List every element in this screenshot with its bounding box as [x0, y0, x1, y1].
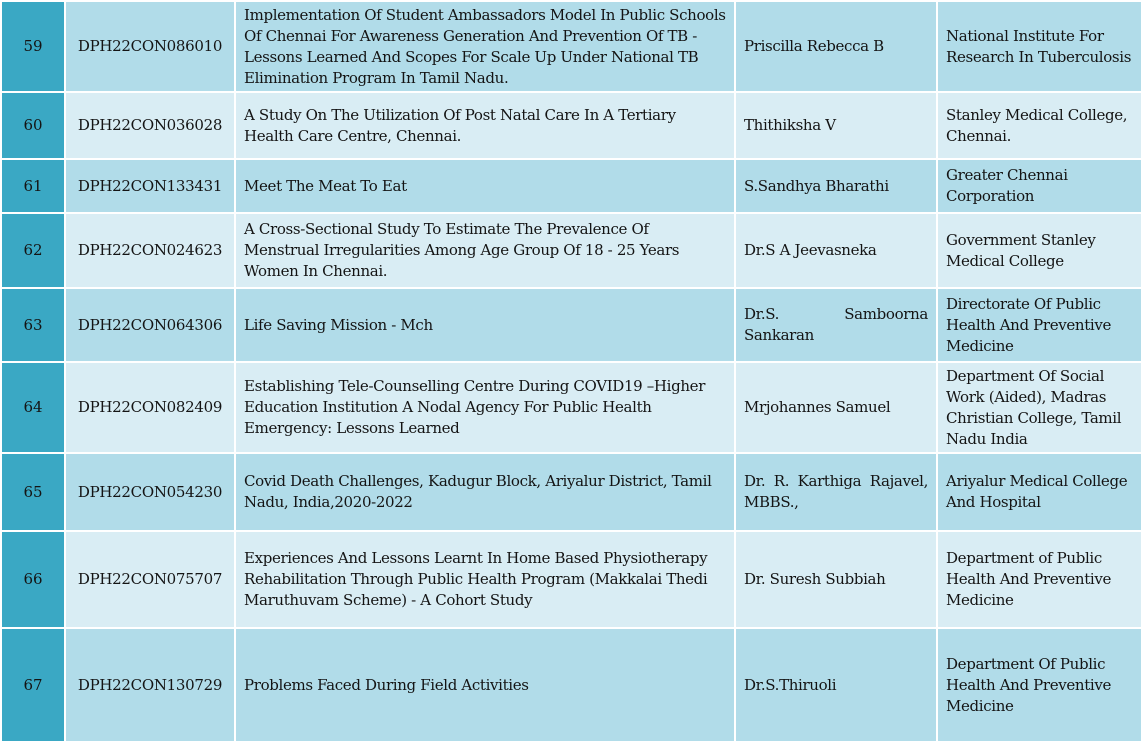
author-name: Mrjohannes Samuel	[736, 363, 938, 454]
row-number: 64	[2, 363, 66, 454]
abstract-title: Establishing Tele-Counselling Centre During COVID19 –Higher Education Institution A Nodal Agency For Public Health Emergency: Lessons Learned	[236, 363, 736, 454]
institution: Directorate Of Public Health And Preventive Medicine	[938, 289, 1141, 363]
author-name: Dr. R. Karthiga Rajavel, MBBS.,	[736, 454, 938, 532]
abstract-title: Life Saving Mission - Mch	[236, 289, 736, 363]
table-row	[2, 160, 1141, 214]
abstract-title: Implementation Of Student Ambassadors Model In Public Schools Of Chennai For Awareness Generation And Prevention Of TB - Lessons Learned And Scopes For Scale Up Under National TB Elimination Program In Tamil Nadu.	[236, 2, 736, 93]
row-number: 63	[2, 289, 66, 363]
abstract-id: DPH22CON086010	[66, 2, 236, 93]
row-number: 62	[2, 214, 66, 289]
institution: Department Of Public Health And Preventive Medicine	[938, 629, 1141, 741]
abstract-title: Problems Faced During Field Activities	[236, 629, 736, 741]
author-name: Thithiksha V	[736, 93, 938, 160]
row-number: 61	[2, 160, 66, 214]
author-name: Dr. Suresh Subbiah	[736, 532, 938, 629]
institution: National Institute For Research In Tuberculosis	[938, 2, 1141, 93]
table-row	[2, 289, 1141, 363]
institution: Greater Chennai Corporation	[938, 160, 1141, 214]
row-number: 60	[2, 93, 66, 160]
table-row	[2, 532, 1141, 629]
table-row	[2, 454, 1141, 532]
author-name: Priscilla Rebecca B	[736, 2, 938, 93]
abstract-id: DPH22CON075707	[66, 532, 236, 629]
table-row	[2, 363, 1141, 454]
abstract-id: DPH22CON082409	[66, 363, 236, 454]
institution: Ariyalur Medical College And Hospital	[938, 454, 1141, 532]
table-row	[2, 629, 1141, 741]
abstract-id: DPH22CON054230	[66, 454, 236, 532]
table-row	[2, 2, 1141, 93]
institution: Stanley Medical College, Chennai.	[938, 93, 1141, 160]
table-row	[2, 214, 1141, 289]
abstract-id: DPH22CON130729	[66, 629, 236, 741]
abstracts-table	[2, 2, 1141, 741]
author-name: Dr.S A Jeevasneka	[736, 214, 938, 289]
institution: Government Stanley Medical College	[938, 214, 1141, 289]
row-number: 59	[2, 2, 66, 93]
abstract-id: DPH22CON064306	[66, 289, 236, 363]
abstract-title: Experiences And Lessons Learnt In Home Based Physiotherapy Rehabilitation Through Public Health Program (Makkalai Thedi Maruthuvam Scheme) - A Cohort Study	[236, 532, 736, 629]
abstract-id: DPH22CON036028	[66, 93, 236, 160]
abstract-id: DPH22CON133431	[66, 160, 236, 214]
institution: Department of Public Health And Preventive Medicine	[938, 532, 1141, 629]
abstract-title: A Study On The Utilization Of Post Natal Care In A Tertiary Health Care Centre, Chennai.	[236, 93, 736, 160]
author-name: Dr.S.Thiruoli	[736, 629, 938, 741]
row-number: 67	[2, 629, 66, 741]
abstract-title: Covid Death Challenges, Kadugur Block, Ariyalur District, Tamil Nadu, India,2020-2022	[236, 454, 736, 532]
abstract-title: A Cross-Sectional Study To Estimate The Prevalence Of Menstrual Irregularities Among Age Group Of 18 - 25 Years Women In Chennai.	[236, 214, 736, 289]
author-name: S.Sandhya Bharathi	[736, 160, 938, 214]
row-number: 65	[2, 454, 66, 532]
institution: Department Of Social Work (Aided), Madras Christian College, Tamil Nadu India	[938, 363, 1141, 454]
abstract-title: Meet The Meat To Eat	[236, 160, 736, 214]
table-row	[2, 93, 1141, 160]
abstract-id: DPH22CON024623	[66, 214, 236, 289]
author-name: Dr.S. Samboorna Sankaran	[736, 289, 938, 363]
row-number: 66	[2, 532, 66, 629]
